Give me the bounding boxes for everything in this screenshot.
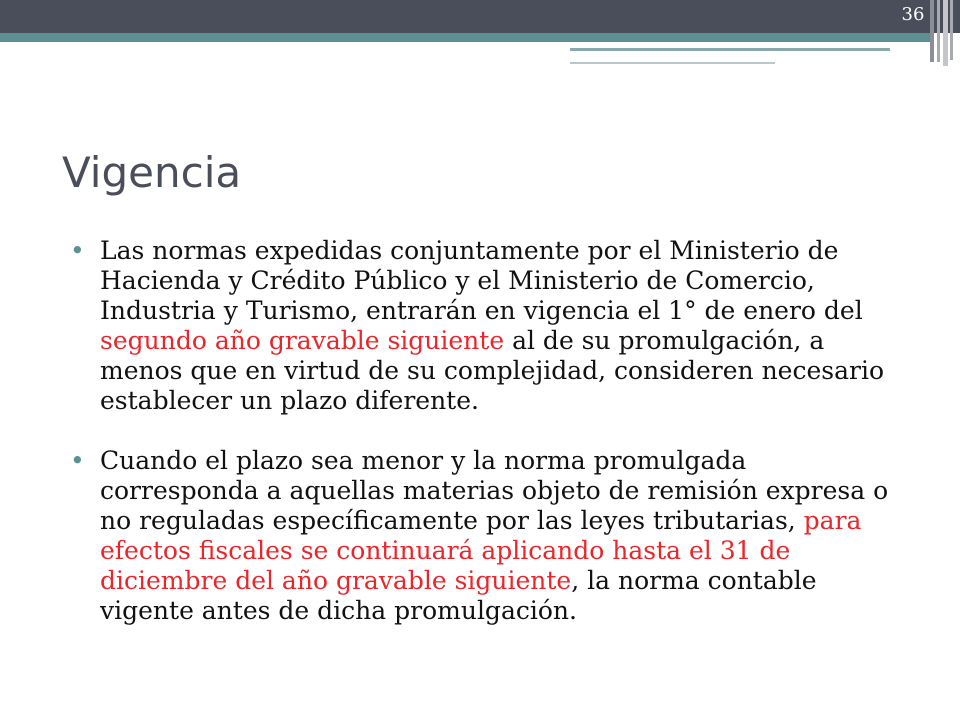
bullet-highlight: segundo año gravable siguiente [100,326,505,355]
decorative-line [570,62,775,64]
decorative-vertical-line [930,0,934,62]
bullet-text: Las normas expedidas conjuntamente por el Ministerio de Hacienda y Crédito Público y el Ministerio de Comercio, Industria y Turismo, entrarán en vigencia el 1° de enero del [100,236,863,325]
decorative-vertical-line [943,0,948,66]
decorative-vertical-line [937,0,940,62]
bullet-text: al de su promulgación, a menos que en virtud de su complejidad, consideren necesario establecer un plazo diferente. [100,326,885,415]
decorative-line [570,48,890,51]
bullet-dot-icon: • [70,446,85,475]
accent-band [0,33,930,42]
decorative-vertical-line [950,0,953,60]
bullet-item [70,236,910,416]
bullet-item [70,446,910,626]
bullet-text: Cuando el plazo sea menor y la norma promulgada corresponda a aquellas materias objeto de remisión expresa o no reguladas específicamente por las leyes tributarias, [100,446,889,535]
bullet-highlight: para efectos fiscales se continuará aplicando hasta el 31 de diciembre del año gravable siguiente [100,506,862,595]
slide-title: Vigencia [62,148,242,197]
slide-number: 36 [901,4,925,25]
bullet-list [70,236,910,626]
header-band [0,0,960,33]
bullet-text: , la norma contable vigente antes de dicha promulgación. [100,566,817,625]
bullet-dot-icon: • [70,236,85,265]
